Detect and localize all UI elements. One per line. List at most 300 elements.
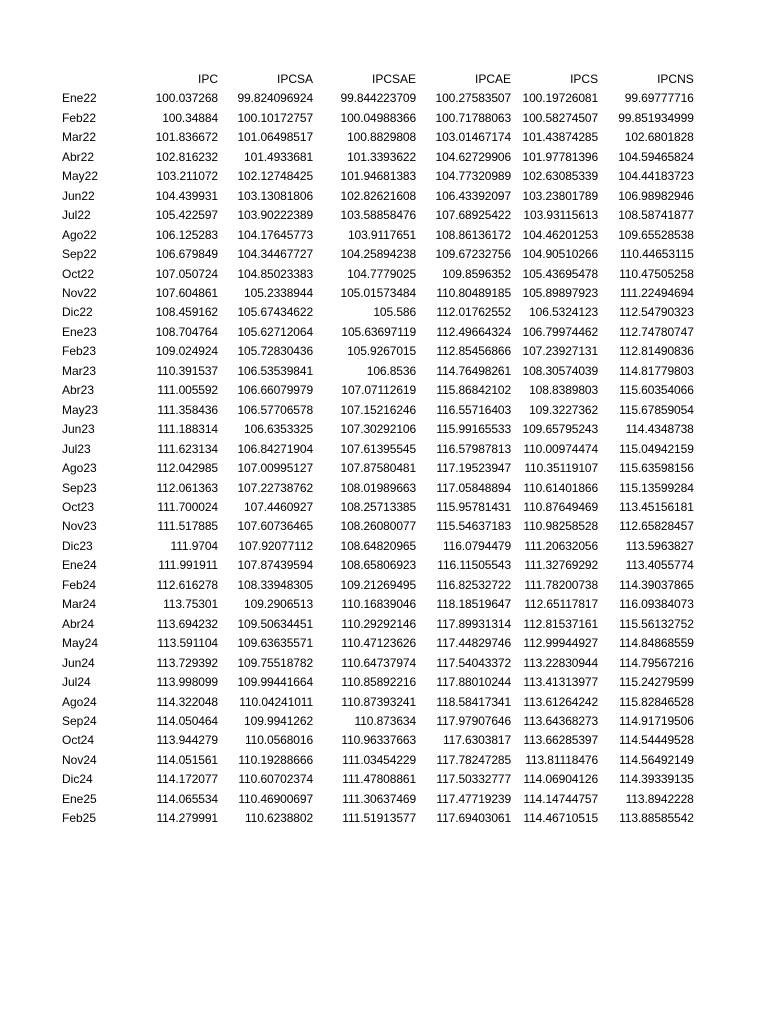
ipcsa-cell[interactable]: 109.75518782: [237, 655, 314, 670]
ipc-cell[interactable]: 113.944279: [156, 733, 219, 748]
ipcsae-cell[interactable]: 111.03454229: [342, 752, 417, 767]
ipcs-cell[interactable]: 105.89897923: [522, 285, 599, 300]
ipc-cell[interactable]: 113.998099: [156, 675, 219, 690]
ipcsae-cell[interactable]: 110.16839046: [341, 597, 417, 612]
ipcae-cell[interactable]: 117.97907646: [436, 713, 512, 728]
header-cell-ipcns[interactable]: IPCNS: [657, 72, 694, 86]
ipcsae-cell[interactable]: 108.64820965: [340, 538, 417, 553]
ipc-cell[interactable]: 108.459162: [155, 305, 219, 320]
ipcsa-cell[interactable]: 106.66079979: [237, 383, 314, 398]
ipcs-cell[interactable]: 108.8389803: [529, 383, 599, 398]
ipcae-cell[interactable]: 104.62729906: [435, 149, 512, 164]
ipcs-cell[interactable]: 101.43874285: [522, 130, 599, 145]
ipcs-cell[interactable]: 100.19726081: [522, 91, 599, 106]
ipcsa-cell[interactable]: 109.2906513: [244, 597, 314, 612]
table-row: [62, 284, 694, 303]
ipcsa-cell[interactable]: 107.60736465: [237, 519, 314, 534]
ipcae-cell[interactable]: 112.01762552: [436, 305, 512, 320]
ipcns-cell[interactable]: 116.09384073: [619, 597, 694, 612]
ipcns-cell[interactable]: 99.851934999: [618, 110, 694, 125]
ipcsae-cell[interactable]: 103.58858476: [340, 208, 417, 223]
ipcns-cell[interactable]: 106.98982946: [618, 188, 694, 203]
ipcs-cell[interactable]: 103.93115613: [523, 208, 599, 223]
ipcsae-cell[interactable]: 110.96337663: [341, 733, 417, 748]
row-label-cell[interactable]: Feb22: [62, 110, 97, 125]
ipcae-cell[interactable]: 100.27583507: [435, 91, 512, 106]
ipc-cell[interactable]: 111.623134: [157, 441, 219, 456]
ipcae-cell[interactable]: 115.95781431: [436, 499, 512, 514]
table-row: [62, 420, 694, 439]
row-label-cell[interactable]: May23: [62, 402, 99, 417]
ipcsa-cell[interactable]: 109.9941262: [244, 713, 314, 728]
ipcs-cell[interactable]: 113.61264242: [523, 694, 599, 709]
ipcns-cell[interactable]: 110.47505258: [619, 266, 694, 281]
ipcsa-cell[interactable]: 99.824096924: [237, 91, 314, 106]
ipcsae-cell[interactable]: 100.8829808: [347, 130, 417, 145]
ipcns-cell[interactable]: 115.13599284: [619, 480, 694, 495]
ipcns-cell[interactable]: 114.39037865: [619, 577, 694, 592]
ipcs-cell[interactable]: 111.78200738: [524, 577, 599, 592]
table-row: [62, 693, 694, 712]
ipc-cell[interactable]: 111.700024: [157, 499, 219, 514]
ipcae-cell[interactable]: 112.85456866: [436, 344, 512, 359]
ipcsa-cell[interactable]: 102.12748425: [237, 169, 314, 184]
row-label-cell[interactable]: Ene24: [62, 558, 97, 573]
ipcsa-cell[interactable]: 104.85023383: [237, 266, 314, 281]
ipcsa-cell[interactable]: 103.13081806: [237, 188, 314, 203]
ipcae-cell[interactable]: 117.44829746: [436, 636, 512, 651]
row-label-cell[interactable]: Abr22: [62, 149, 95, 164]
ipcae-cell[interactable]: 106.43392097: [435, 188, 512, 203]
ipcsa-cell[interactable]: 100.10172757: [237, 110, 314, 125]
ipc-cell[interactable]: 113.694232: [156, 616, 219, 631]
ipcs-cell[interactable]: 110.98258528: [523, 519, 599, 534]
row-label-cell[interactable]: Dic23: [62, 538, 93, 553]
ipcs-cell[interactable]: 114.46710515: [523, 811, 599, 826]
ipcs-cell[interactable]: 111.20632056: [524, 538, 599, 553]
ipcs-cell[interactable]: 113.41313977: [523, 675, 599, 690]
ipcae-cell[interactable]: 115.99165533: [436, 422, 512, 437]
ipcsa-cell[interactable]: 110.19288666: [238, 752, 314, 767]
ipc-cell[interactable]: 101.836672: [155, 130, 219, 145]
ipc-cell[interactable]: 103.211072: [156, 169, 219, 184]
ipcsae-cell[interactable]: 103.9117651: [347, 227, 417, 242]
table-row: [62, 206, 694, 225]
ipc-cell[interactable]: 113.75301: [163, 597, 219, 612]
ipcsae-cell[interactable]: 108.25713385: [340, 499, 417, 514]
ipcsae-cell[interactable]: 107.61395545: [340, 441, 417, 456]
ipcns-cell[interactable]: 115.82846528: [619, 694, 694, 709]
header-cell-ipcsa[interactable]: IPCSA: [277, 72, 314, 86]
header-cell-ipcsae[interactable]: IPCSAE: [372, 72, 417, 86]
ipcae-cell[interactable]: 107.68925422: [435, 208, 512, 223]
ipcs-cell[interactable]: 110.61401866: [523, 480, 599, 495]
ipcae-cell[interactable]: 108.86136172: [435, 227, 512, 242]
ipcns-cell[interactable]: 113.45156181: [619, 499, 694, 514]
ipcns-cell[interactable]: 114.39339135: [619, 772, 694, 787]
ipcsae-cell[interactable]: 105.9267015: [347, 344, 417, 359]
ipcsae-cell[interactable]: 111.51913577: [342, 811, 417, 826]
ipcns-cell[interactable]: 114.79567216: [619, 655, 694, 670]
table-row: [62, 128, 694, 147]
ipcsae-cell[interactable]: 110.64737974: [341, 655, 417, 670]
table-row: [62, 556, 694, 575]
ipcns-cell[interactable]: 113.88585542: [619, 811, 694, 826]
ipcsae-cell[interactable]: 107.15216246: [340, 402, 417, 417]
ipcae-cell[interactable]: 116.82532722: [436, 577, 512, 592]
ipcsae-cell[interactable]: 105.63697119: [341, 324, 417, 339]
row-label-cell[interactable]: Sep24: [62, 713, 97, 728]
ipcns-cell[interactable]: 115.04942159: [619, 441, 694, 456]
ipcsae-cell[interactable]: 104.25894238: [340, 247, 417, 262]
ipcns-cell[interactable]: 113.8942228: [625, 791, 694, 806]
row-label-cell[interactable]: Jul24: [62, 675, 91, 690]
ipc-cell[interactable]: 112.616278: [156, 577, 219, 592]
ipc-cell[interactable]: 111.188314: [157, 422, 219, 437]
ipc-cell[interactable]: 107.050724: [155, 266, 219, 281]
table-row: [62, 654, 694, 673]
ipc-cell[interactable]: 100.037268: [155, 91, 219, 106]
ipcns-cell[interactable]: 114.84868559: [619, 636, 694, 651]
ipcsae-cell[interactable]: 110.47123626: [341, 636, 417, 651]
ipcae-cell[interactable]: 114.76498261: [436, 363, 512, 378]
ipcsa-cell[interactable]: 103.90222389: [237, 208, 314, 223]
row-label-cell[interactable]: Ene25: [62, 791, 97, 806]
ipcns-cell[interactable]: 115.24279599: [619, 675, 694, 690]
ipcns-cell[interactable]: 115.60354066: [619, 383, 694, 398]
ipcns-cell[interactable]: 112.81490836: [619, 344, 694, 359]
ipcae-cell[interactable]: 103.01467174: [435, 130, 512, 145]
ipc-cell[interactable]: 111.005592: [157, 383, 219, 398]
ipcsae-cell[interactable]: 99.844223709: [340, 91, 417, 106]
ipcae-cell[interactable]: 116.0794479: [442, 538, 512, 553]
ipcsa-cell[interactable]: 107.92077112: [238, 538, 314, 553]
ipcsa-cell[interactable]: 110.60702374: [238, 772, 314, 787]
ipc-cell[interactable]: 114.050464: [156, 713, 219, 728]
ipcsa-cell[interactable]: 106.84271904: [237, 441, 314, 456]
ipcs-cell[interactable]: 109.3227362: [529, 402, 599, 417]
ipcns-cell[interactable]: 108.58741877: [618, 208, 694, 223]
table-row: [62, 595, 694, 614]
ipc-cell[interactable]: 113.729392: [156, 655, 219, 670]
row-label-cell[interactable]: Nov24: [62, 752, 97, 767]
ipcs-cell[interactable]: 105.43695478: [522, 266, 599, 281]
ipcs-cell[interactable]: 103.23801789: [522, 188, 599, 203]
ipcns-cell[interactable]: 115.63598156: [619, 461, 694, 476]
header-cell-blank[interactable]: [62, 70, 132, 89]
ipcsa-cell[interactable]: 104.17645773: [237, 227, 314, 242]
ipcae-cell[interactable]: 117.6303817: [442, 733, 512, 748]
ipcae-cell[interactable]: 118.58417341: [436, 694, 512, 709]
row-label-cell[interactable]: Ene23: [62, 324, 97, 339]
header-row: [62, 70, 694, 89]
ipcsae-cell[interactable]: 111.30637469: [342, 791, 417, 806]
ipcsa-cell[interactable]: 105.62712064: [237, 324, 314, 339]
ipcae-cell[interactable]: 117.78247285: [436, 752, 512, 767]
ipcns-cell[interactable]: 112.74780747: [619, 324, 694, 339]
ipcs-cell[interactable]: 110.00974474: [523, 441, 599, 456]
ipcsae-cell[interactable]: 107.07112619: [341, 383, 417, 398]
ipcs-cell[interactable]: 113.81118476: [525, 752, 599, 767]
ipcae-cell[interactable]: 110.80489185: [436, 285, 512, 300]
ipcae-cell[interactable]: 117.05848894: [436, 480, 512, 495]
table-row: [62, 89, 694, 108]
ipcsae-cell[interactable]: 110.85892216: [341, 675, 417, 690]
table-row: [62, 770, 694, 789]
ipcsa-cell[interactable]: 109.99441664: [237, 675, 314, 690]
row-label-cell[interactable]: Feb23: [62, 344, 97, 359]
ipcsae-cell[interactable]: 105.01573484: [340, 285, 417, 300]
row-label-cell[interactable]: Abr23: [62, 383, 95, 398]
header-cell-ipc[interactable]: IPC: [198, 72, 219, 86]
row-label-cell[interactable]: Ago22: [62, 227, 97, 242]
header-cell-ipcs[interactable]: IPCS: [570, 72, 599, 86]
table-row: [62, 440, 694, 459]
ipc-cell[interactable]: 111.358436: [157, 402, 219, 417]
ipcns-cell[interactable]: 110.44653115: [620, 247, 694, 262]
ipc-cell[interactable]: 100.34884: [162, 110, 219, 125]
table-row: [62, 381, 694, 400]
ipcae-cell[interactable]: 117.89931314: [436, 616, 512, 631]
table-row: [62, 809, 694, 828]
table-row: [62, 576, 694, 595]
ipcsa-cell[interactable]: 101.4933681: [244, 149, 314, 164]
row-label-cell[interactable]: Feb25: [62, 811, 97, 826]
ipcsa-cell[interactable]: 107.00995127: [237, 461, 314, 476]
ipcns-cell[interactable]: 112.65828457: [619, 519, 694, 534]
ipcae-cell[interactable]: 117.69403061: [436, 811, 512, 826]
ipc-cell[interactable]: 110.391537: [156, 363, 219, 378]
ipc-cell[interactable]: 114.322048: [156, 694, 219, 709]
ipcs-cell[interactable]: 112.65117817: [524, 597, 599, 612]
ipcs-cell[interactable]: 104.46201253: [522, 227, 599, 242]
ipcns-cell[interactable]: 113.5963827: [625, 538, 694, 553]
ipcae-cell[interactable]: 117.50332777: [436, 772, 512, 787]
ipc-cell[interactable]: 113.591104: [157, 636, 219, 651]
ipcae-cell[interactable]: 109.8596352: [442, 266, 512, 281]
row-label-cell[interactable]: Nov23: [62, 519, 97, 534]
ipc-cell[interactable]: 106.125283: [155, 227, 219, 242]
ipcae-cell[interactable]: 112.49664324: [436, 324, 512, 339]
ipcns-cell[interactable]: 114.54449528: [619, 733, 694, 748]
table-row: [62, 479, 694, 498]
ipcsae-cell[interactable]: 101.3393622: [347, 149, 417, 164]
ipcae-cell[interactable]: 118.18519647: [436, 597, 512, 612]
ipcs-cell[interactable]: 113.64368273: [523, 713, 599, 728]
row-label-cell[interactable]: Jul23: [62, 441, 91, 456]
row-label-cell[interactable]: Jun24: [62, 655, 95, 670]
row-label-cell[interactable]: Abr24: [62, 616, 95, 631]
ipcsa-cell[interactable]: 110.46900697: [238, 791, 314, 806]
ipcs-cell[interactable]: 114.06904126: [523, 772, 599, 787]
ipcsae-cell[interactable]: 102.82621608: [340, 188, 417, 203]
ipcsa-cell[interactable]: 106.57706578: [237, 402, 314, 417]
ipcns-cell[interactable]: 111.22494694: [620, 285, 694, 300]
ipcae-cell[interactable]: 109.67232756: [435, 247, 512, 262]
row-label-cell[interactable]: Jun23: [62, 422, 95, 437]
ipc-cell[interactable]: 104.439931: [155, 188, 219, 203]
ipc-cell[interactable]: 102.816232: [155, 149, 219, 164]
ipcsae-cell[interactable]: 107.30292106: [340, 422, 417, 437]
ipc-cell[interactable]: 114.279991: [156, 811, 219, 826]
ipcs-cell[interactable]: 107.23927131: [522, 344, 599, 359]
ipc-cell[interactable]: 111.991911: [158, 558, 219, 573]
ipcsa-cell[interactable]: 109.63635571: [237, 636, 314, 651]
ipc-cell[interactable]: 105.422597: [155, 208, 219, 223]
ipcsae-cell[interactable]: 100.04988366: [340, 110, 417, 125]
ipcsae-cell[interactable]: 101.94681383: [340, 169, 417, 184]
ipcae-cell[interactable]: 104.77320989: [435, 169, 512, 184]
table-row: [62, 731, 694, 750]
table-row: [62, 459, 694, 478]
ipcae-cell[interactable]: 115.86842102: [436, 383, 512, 398]
ipcs-cell[interactable]: 100.58274507: [522, 110, 599, 125]
ipcs-cell[interactable]: 112.99944927: [523, 636, 599, 651]
table-row: [62, 498, 694, 517]
table-row: [62, 751, 694, 770]
ipcsae-cell[interactable]: 104.7779025: [347, 266, 417, 281]
ipc-cell[interactable]: 107.604861: [155, 285, 219, 300]
ipcs-cell[interactable]: 102.63085339: [522, 169, 599, 184]
row-label-cell[interactable]: Oct23: [62, 499, 95, 514]
ipc-cell[interactable]: 111.517885: [157, 519, 219, 534]
row-label-cell[interactable]: Mar22: [62, 130, 97, 145]
ipcsae-cell[interactable]: 106.8536: [366, 363, 417, 378]
ipcs-cell[interactable]: 111.32769292: [524, 558, 599, 573]
ipcns-cell[interactable]: 114.91719506: [619, 713, 694, 728]
ipcs-cell[interactable]: 108.30574039: [522, 363, 599, 378]
ipcns-cell[interactable]: 115.56132752: [619, 616, 694, 631]
ipcae-cell[interactable]: 100.71788063: [435, 110, 512, 125]
row-label-cell[interactable]: Mar24: [62, 597, 97, 612]
table-body: [62, 89, 694, 828]
ipcs-cell[interactable]: 112.81537161: [523, 616, 599, 631]
ipcs-cell[interactable]: 113.22830944: [523, 655, 599, 670]
ipcsae-cell[interactable]: 109.21269495: [340, 577, 417, 592]
ipcae-cell[interactable]: 117.88010244: [436, 675, 512, 690]
ipcns-cell[interactable]: 102.6801828: [624, 130, 694, 145]
ipcs-cell[interactable]: 106.5324123: [529, 305, 599, 320]
row-label-cell[interactable]: Dic22: [62, 305, 93, 320]
row-label-cell[interactable]: May22: [62, 169, 99, 184]
ipcae-cell[interactable]: 117.47719239: [436, 791, 512, 806]
row-label-cell[interactable]: Mar23: [62, 363, 97, 378]
row-label-cell[interactable]: Jul22: [62, 208, 91, 223]
table-row: [62, 148, 694, 167]
ipcns-cell[interactable]: 109.65528538: [618, 227, 694, 242]
row-label-cell[interactable]: Feb24: [62, 577, 97, 592]
ipcsa-cell[interactable]: 110.6238802: [244, 811, 314, 826]
ipc-cell[interactable]: 114.172077: [156, 772, 219, 787]
ipc-cell[interactable]: 109.024924: [155, 344, 219, 359]
ipcsa-cell[interactable]: 110.04241011: [239, 694, 314, 709]
ipcns-cell[interactable]: 113.4055774: [625, 558, 694, 573]
row-label-cell[interactable]: Ago23: [62, 461, 97, 476]
ipcsa-cell[interactable]: 107.22738762: [237, 480, 314, 495]
ipcsa-cell[interactable]: 106.53539841: [237, 363, 314, 378]
ipcsa-cell[interactable]: 104.34467727: [237, 247, 314, 262]
ipcsae-cell[interactable]: 108.01989663: [340, 480, 417, 495]
ipc-cell[interactable]: 108.704764: [155, 324, 219, 339]
ipcae-cell[interactable]: 117.54043372: [436, 655, 512, 670]
ipc-cell[interactable]: 112.061363: [156, 480, 219, 495]
table-row: [62, 673, 694, 692]
ipcae-cell[interactable]: 116.57987813: [436, 441, 512, 456]
ipcae-cell[interactable]: 116.55716403: [436, 402, 512, 417]
ipc-cell[interactable]: 112.042985: [156, 461, 219, 476]
row-label-cell[interactable]: Oct24: [62, 733, 95, 748]
ipcsa-cell[interactable]: 109.50634451: [237, 616, 314, 631]
ipc-cell[interactable]: 111.9704: [170, 538, 219, 553]
ipcae-cell[interactable]: 115.54637183: [436, 519, 512, 534]
ipcs-cell[interactable]: 109.65795243: [522, 422, 599, 437]
ipcsa-cell[interactable]: 107.4460927: [244, 499, 314, 514]
ipcsae-cell[interactable]: 105.586: [373, 305, 417, 320]
table-row: [62, 615, 694, 634]
row-label-cell[interactable]: Jun22: [62, 188, 95, 203]
ipc-cell[interactable]: 106.679849: [155, 247, 219, 262]
row-label-cell[interactable]: Oct22: [62, 266, 95, 281]
header-cell-ipcae[interactable]: IPCAE: [475, 72, 512, 86]
ipcsae-cell[interactable]: 110.873634: [354, 713, 417, 728]
table-row: [62, 245, 694, 264]
ipcs-cell[interactable]: 101.97781396: [522, 149, 599, 164]
ipcs-cell[interactable]: 106.79974462: [522, 324, 599, 339]
ipcae-cell[interactable]: 116.11505543: [437, 558, 512, 573]
ipcns-cell[interactable]: 114.81779803: [619, 363, 694, 378]
ipcs-cell[interactable]: 113.66285397: [523, 733, 599, 748]
ipcae-cell[interactable]: 117.19523947: [436, 461, 512, 476]
table-row: [62, 634, 694, 653]
ipcns-cell[interactable]: 115.67859054: [619, 402, 694, 417]
ipcsa-cell[interactable]: 107.87439594: [237, 558, 314, 573]
ipcsa-cell[interactable]: 106.6353325: [244, 422, 314, 437]
ipcsa-cell[interactable]: 101.06498517: [237, 130, 314, 145]
row-label-cell[interactable]: Sep23: [62, 480, 97, 495]
ipcns-cell[interactable]: 104.44183723: [618, 169, 694, 184]
row-label-cell[interactable]: Ene22: [62, 91, 97, 106]
row-label-cell[interactable]: Nov22: [62, 285, 97, 300]
ipcsa-cell[interactable]: 108.33948305: [237, 577, 314, 592]
row-label-cell[interactable]: Ago24: [62, 694, 97, 709]
ipcsae-cell[interactable]: 107.87580481: [340, 461, 417, 476]
ipcsa-cell[interactable]: 105.2338944: [244, 285, 314, 300]
ipcs-cell[interactable]: 114.14744757: [523, 791, 599, 806]
ipcsae-cell[interactable]: 111.47808861: [342, 772, 417, 787]
ipcsae-cell[interactable]: 110.87393241: [341, 694, 417, 709]
ipc-cell[interactable]: 114.051561: [156, 752, 219, 767]
ipc-cell[interactable]: 114.065534: [156, 791, 219, 806]
ipcsa-cell[interactable]: 105.67434622: [237, 305, 314, 320]
ipcns-cell[interactable]: 114.4348738: [625, 422, 694, 437]
table-row: [62, 537, 694, 556]
ipcns-cell[interactable]: 114.56492149: [619, 752, 694, 767]
ipcsae-cell[interactable]: 108.26080077: [340, 519, 417, 534]
ipcs-cell[interactable]: 110.35119107: [524, 461, 599, 476]
ipcs-cell[interactable]: 104.90510266: [522, 247, 599, 262]
row-label-cell[interactable]: Sep22: [62, 247, 97, 262]
ipcns-cell[interactable]: 104.59465824: [618, 149, 694, 164]
ipcsa-cell[interactable]: 105.72830436: [237, 344, 314, 359]
ipcns-cell[interactable]: 112.54790323: [619, 305, 694, 320]
ipcns-cell[interactable]: 99.69777716: [624, 91, 694, 106]
ipcsa-cell[interactable]: 110.0568016: [244, 733, 314, 748]
row-label-cell[interactable]: May24: [62, 636, 99, 651]
ipcsae-cell[interactable]: 110.29292146: [341, 616, 417, 631]
ipcs-cell[interactable]: 110.87649469: [523, 499, 599, 514]
ipcsae-cell[interactable]: 108.65806923: [340, 558, 417, 573]
row-label-cell[interactable]: Dic24: [62, 772, 93, 787]
